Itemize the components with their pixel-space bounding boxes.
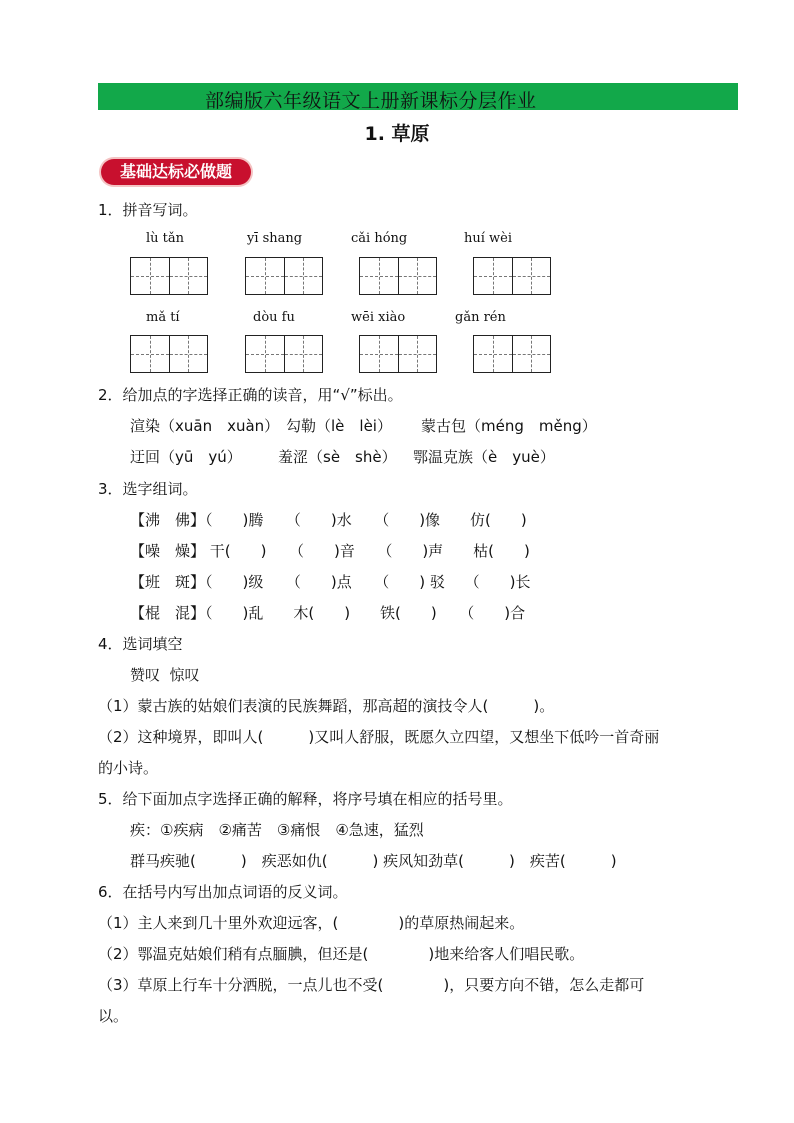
q1-title: 1．拼音写词。 [98,201,198,219]
q3-row: 【噪 燥】 干( ) （ )音 （ )声 枯( ) [130,542,530,560]
lesson-title: 1. 草原 [364,123,430,145]
pinyin-label: wēi xiào [351,310,406,325]
q2-option: 蒙古包（méng měng） [421,417,597,435]
q3-row: 【沸 佛】（ )腾 （ )水 （ )像 仿( ) [130,511,527,529]
q6-title: 6．在括号内写出加点词语的反义词。 [98,883,348,901]
q2-option: 勾勒（lè lèi） [286,417,392,435]
q4-item-cont: 的小诗。 [98,759,159,777]
pinyin-label: cǎi hóng [351,231,408,246]
q4-item: （1）蒙古族的姑娘们表演的民族舞蹈，那高超的演技令人( )。 [98,697,555,715]
q6-item: （3）草原上行车十分洒脱，一点儿也不受( )，只要方向不错，怎么走都可 [98,976,645,994]
tianzige-box[interactable] [130,257,208,295]
pinyin-label: mǎ tí [146,310,180,325]
pinyin-label: lù tǎn [146,231,185,246]
tianzige-box[interactable] [359,335,437,373]
q5-blanks: 群马疾驰( ) 疾恶如仇( ) 疾风知劲草( ) 疾苦( ) [130,852,617,870]
pinyin-label: yī shang [247,231,303,246]
q2-title: 2．给加点的字选择正确的读音，用“√”标出。 [98,386,403,404]
worksheet-title: 部编版六年级语文上册新课标分层作业 [205,90,537,112]
tianzige-box[interactable] [359,257,437,295]
pinyin-label: huí wèi [464,231,513,246]
q3-row: 【班 斑】（ )级 （ )点 （ ) 驳 （ )长 [130,573,531,591]
pinyin-label: dòu fu [253,310,295,325]
q6-item-cont: 以。 [98,1007,129,1025]
q3-title: 3．选字组词。 [98,480,198,498]
tianzige-box[interactable] [473,257,551,295]
q4-item: （2）这种境界，即叫人( )又叫人舒服，既愿久立四望，又想坐下低吟一首奇丽 [98,728,660,746]
pinyin-label: gǎn rén [455,310,506,325]
q5-title: 5．给下面加点字选择正确的解释，将序号填在相应的括号里。 [98,790,513,808]
q5-meanings: 疾：①疾病 ②痛苦 ③痛恨 ④急速，猛烈 [130,821,424,839]
section-badge: 基础达标必做题 [101,159,251,185]
tianzige-box[interactable] [130,335,208,373]
q4-title: 4．选词填空 [98,635,183,653]
q2-option: 鄂温克族（è yuè） [413,448,555,466]
tianzige-box[interactable] [473,335,551,373]
tianzige-box[interactable] [245,257,323,295]
q6-item: （2）鄂温克姑娘们稍有点腼腆，但还是( )地来给客人们唱民歌。 [98,945,585,963]
q2-option: 渲染（xuān xuàn） [130,417,280,435]
q4-options: 赞叹 惊叹 [130,666,200,684]
q3-row: 【棍 混】（ )乱 木( ) 铁( ) （ )合 [130,604,526,622]
q6-item: （1）主人来到几十里外欢迎远客，( )的草原热闹起来。 [98,914,525,932]
q2-option: 羞涩（sè shè） [278,448,397,466]
q2-option: 迂回（yū yú） [130,448,242,466]
tianzige-box[interactable] [245,335,323,373]
